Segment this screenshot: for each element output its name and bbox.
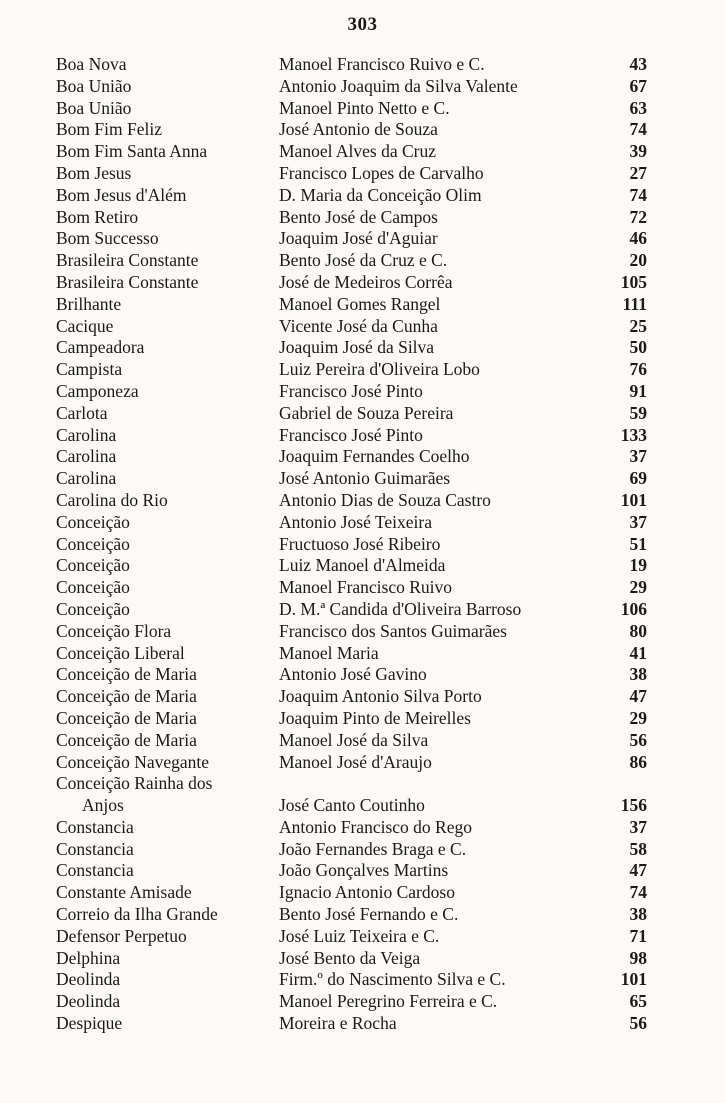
owner-name: Bento José Fernando e C. <box>279 904 459 925</box>
ship-name-text: Constancia <box>56 838 134 859</box>
owner-name: Fructuoso José Ribeiro <box>279 533 441 554</box>
ship-name-text: Conceição <box>56 555 130 576</box>
ship-name-text: Camponeza <box>56 380 139 401</box>
ship-name-text: Bom Jesus <box>56 162 132 183</box>
ship-name <box>56 337 278 359</box>
ship-name-text: Conceição <box>56 577 130 598</box>
register-row <box>0 969 725 991</box>
ship-name <box>56 468 278 490</box>
register-number: 56 <box>629 1013 647 1034</box>
ship-name <box>56 381 278 403</box>
register-number: 101 <box>620 489 647 510</box>
ship-name-text: Bom Successo <box>56 228 159 249</box>
owner-name: Joaquim Pinto de Meirelles <box>279 707 471 728</box>
register-number: 29 <box>629 707 647 728</box>
ship-name <box>56 316 278 338</box>
register-number: 65 <box>629 991 647 1012</box>
register-number: 156 <box>620 795 647 816</box>
ship-name <box>56 250 278 272</box>
register-row <box>0 468 725 490</box>
register-row <box>0 141 725 163</box>
ship-name-text: Conceição de Maria <box>56 686 197 707</box>
owner-name: Manoel José d'Araujo <box>279 751 432 772</box>
ship-name <box>56 991 278 1013</box>
ship-name <box>56 141 278 163</box>
register-number: 37 <box>629 446 647 467</box>
register-number: 106 <box>620 598 647 619</box>
register-number: 86 <box>629 751 647 772</box>
ship-name-text: Constancia <box>56 860 134 881</box>
ship-name-text: Despique <box>56 1013 123 1034</box>
ship-name-text: Campista <box>56 359 123 380</box>
ship-name-text: Constancia <box>56 816 134 837</box>
owner-name: Firm.º do Nascimento Silva e C. <box>279 969 506 990</box>
register-row <box>0 860 725 882</box>
ship-name <box>56 599 278 621</box>
register-number: 105 <box>620 271 647 292</box>
ship-name <box>56 643 278 665</box>
owner-name: Antonio José Teixeira <box>279 511 433 532</box>
register-number: 38 <box>629 904 647 925</box>
ship-name-text: Conceição <box>56 511 130 532</box>
owner-name: Antonio Dias de Souza Castro <box>279 489 491 510</box>
owner-name: José Antonio Guimarães <box>279 468 451 489</box>
ship-name <box>56 446 278 468</box>
ship-name-text: Bom Retiro <box>56 206 139 227</box>
owner-name: Francisco Lopes de Carvalho <box>279 162 484 183</box>
register-row <box>0 250 725 272</box>
ship-name <box>56 98 278 120</box>
page-number: 303 <box>347 14 378 35</box>
register-number: 69 <box>629 468 647 489</box>
register-row <box>0 403 725 425</box>
ship-name <box>56 425 278 447</box>
ship-name-continuation: Anjos <box>82 795 124 816</box>
ship-name <box>56 272 278 294</box>
owner-name: João Gonçalves Martins <box>279 860 449 881</box>
register-row <box>0 316 725 338</box>
owner-name: Moreira e Rocha <box>279 1013 397 1034</box>
ship-name <box>56 904 278 926</box>
ship-name-text: Conceição Liberal <box>56 642 185 663</box>
register-row <box>0 359 725 381</box>
ship-name <box>56 817 278 839</box>
ship-name <box>56 294 278 316</box>
register-number: 133 <box>620 424 647 445</box>
ship-name-text: Conceição <box>56 533 130 554</box>
register-row <box>0 555 725 577</box>
ship-name <box>56 969 278 991</box>
ship-name <box>56 664 278 686</box>
register-number: 111 <box>622 293 647 314</box>
register-row <box>0 294 725 316</box>
owner-name: Manoel Alves da Cruz <box>279 141 436 162</box>
ship-name-text: Carlota <box>56 402 108 423</box>
ship-name-text: Boa Nova <box>56 54 127 74</box>
ship-name <box>56 708 278 730</box>
ship-name-text: Bom Jesus d'Além <box>56 184 187 205</box>
register-row <box>0 643 725 665</box>
register-row <box>0 664 725 686</box>
ship-name-text: Carolina do Rio <box>56 489 168 510</box>
owner-name: Joaquim Fernandes Coelho <box>279 446 470 467</box>
owner-name: Ignacio Antonio Cardoso <box>279 882 455 903</box>
ship-name-text: Deolinda <box>56 969 121 990</box>
ship-name-text: Conceição de Maria <box>56 664 197 685</box>
ship-name-text: Defensor Perpetuo <box>56 925 187 946</box>
register-row <box>0 773 725 817</box>
ship-name <box>56 773 278 817</box>
register-row <box>0 948 725 970</box>
owner-name: Antonio Francisco do Rego <box>279 816 472 837</box>
register-row <box>0 817 725 839</box>
register-row <box>0 577 725 599</box>
register-number: 74 <box>629 882 647 903</box>
register-row <box>0 599 725 621</box>
register-number: 47 <box>629 686 647 707</box>
ship-name <box>56 403 278 425</box>
register-row <box>0 730 725 752</box>
register-number: 101 <box>620 969 647 990</box>
ship-name <box>56 882 278 904</box>
owner-name: José Bento da Veiga <box>279 947 421 968</box>
ship-name-text: Bom Fim Feliz <box>56 119 162 140</box>
ship-name <box>56 228 278 250</box>
owner-name: Bento José da Cruz e C. <box>279 250 448 271</box>
register-number: 56 <box>629 729 647 750</box>
owner-name: Manoel Francisco Ruivo e C. <box>279 54 485 74</box>
owner-name: Joaquim Antonio Silva Porto <box>279 686 482 707</box>
register-number: 63 <box>629 97 647 118</box>
ship-name <box>56 119 278 141</box>
register-number: 38 <box>629 664 647 685</box>
owner-name: Vicente José da Cunha <box>279 315 438 336</box>
register-number: 80 <box>629 620 647 641</box>
ship-name <box>56 948 278 970</box>
register-row <box>0 839 725 861</box>
ship-name-text: Deolinda <box>56 991 121 1012</box>
register-number: 19 <box>629 555 647 576</box>
ship-name-text: Carolina <box>56 468 117 489</box>
ship-name <box>56 730 278 752</box>
ship-name <box>56 54 278 76</box>
register-row <box>0 446 725 468</box>
owner-name: Antonio Joaquim da Silva Valente <box>279 75 518 96</box>
ship-name-text: Conceição Flora <box>56 620 172 641</box>
owner-name: Bento José de Campos <box>279 206 438 227</box>
register-number: 20 <box>629 250 647 271</box>
register-row <box>0 54 725 76</box>
register-row <box>0 621 725 643</box>
register-number: 98 <box>629 947 647 968</box>
owner-name: Gabriel de Souza Pereira <box>279 402 454 423</box>
register-number: 41 <box>629 642 647 663</box>
register-row <box>0 904 725 926</box>
ship-name-text: Boa União <box>56 97 132 118</box>
owner-name: Manoel Peregrino Ferreira e C. <box>279 991 498 1012</box>
register-row <box>0 381 725 403</box>
register-number: 58 <box>629 838 647 859</box>
register-row <box>0 708 725 730</box>
ship-name <box>56 839 278 861</box>
register-row <box>0 882 725 904</box>
ship-name <box>56 926 278 948</box>
owner-name: Manoel Pinto Netto e C. <box>279 97 450 118</box>
ship-name <box>56 534 278 556</box>
ship-name-text: Conceição de Maria <box>56 707 197 728</box>
register-number: 76 <box>629 359 647 380</box>
register-number: 71 <box>629 925 647 946</box>
owner-name: D. M.ª Candida d'Oliveira Barroso <box>279 598 522 619</box>
register-number: 47 <box>629 860 647 881</box>
ship-name-text: Carolina <box>56 446 117 467</box>
ship-name <box>56 621 278 643</box>
owner-name: Joaquim José da Silva <box>279 337 435 358</box>
register-number: 37 <box>629 511 647 532</box>
owner-name: Manoel Maria <box>279 642 379 663</box>
ship-name-text: Brasileira Constante <box>56 250 199 271</box>
register-row <box>0 207 725 229</box>
ship-name-text: Conceição <box>56 598 130 619</box>
register-row <box>0 752 725 774</box>
ship-name <box>56 752 278 774</box>
register-row <box>0 98 725 120</box>
register-row <box>0 991 725 1013</box>
ship-name-text: Campeadora <box>56 337 145 358</box>
register-row <box>0 686 725 708</box>
ship-name-text: Bom Fim Santa Anna <box>56 141 208 162</box>
ship-name-text: Conceição Rainha dos <box>56 773 213 794</box>
register-number: 72 <box>629 206 647 227</box>
register-row <box>0 163 725 185</box>
register-row <box>0 512 725 534</box>
ship-name <box>56 207 278 229</box>
register-number: 74 <box>629 119 647 140</box>
register-row <box>0 425 725 447</box>
register-row <box>0 228 725 250</box>
owner-name: Francisco José Pinto <box>279 424 423 445</box>
owner-name: José de Medeiros Corrêa <box>279 271 453 292</box>
register-number: 51 <box>629 533 647 554</box>
owner-name: José Canto Coutinho <box>279 795 425 816</box>
ship-name <box>56 577 278 599</box>
ship-name <box>56 490 278 512</box>
ship-name-text: Brilhante <box>56 293 122 314</box>
ship-name-text: Brasileira Constante <box>56 271 199 292</box>
ship-name-text: Conceição Navegante <box>56 751 210 772</box>
register-row <box>0 1013 725 1035</box>
register-row <box>0 490 725 512</box>
register-number: 37 <box>629 816 647 837</box>
ship-name <box>56 185 278 207</box>
owner-name: Joaquim José d'Aguiar <box>279 228 438 249</box>
register-number: 29 <box>629 577 647 598</box>
ship-name <box>56 76 278 98</box>
register-number: 59 <box>629 402 647 423</box>
register-number: 46 <box>629 228 647 249</box>
ship-name <box>56 359 278 381</box>
ship-name <box>56 512 278 534</box>
register-row <box>0 76 725 98</box>
register-row <box>0 337 725 359</box>
ship-name-text: Correio da Ilha Grande <box>56 904 218 925</box>
ship-name-text: Boa União <box>56 75 132 96</box>
ship-name-text: Cacique <box>56 315 114 336</box>
register-number: 74 <box>629 184 647 205</box>
owner-name: José Antonio de Souza <box>279 119 438 140</box>
owner-name: Manoel Francisco Ruivo <box>279 577 453 598</box>
ship-name <box>56 860 278 882</box>
ship-name-text: Delphina <box>56 947 121 968</box>
register-row <box>0 926 725 948</box>
register-number: 43 <box>629 54 647 74</box>
register-number: 25 <box>629 315 647 336</box>
ship-name <box>56 1013 278 1035</box>
owner-name: José Luiz Teixeira e C. <box>279 925 440 946</box>
owner-name: Francisco dos Santos Guimarães <box>279 620 507 641</box>
ship-name-text: Conceição de Maria <box>56 729 197 750</box>
owner-name: Luiz Pereira d'Oliveira Lobo <box>279 359 480 380</box>
register-row <box>0 185 725 207</box>
register-number: 39 <box>629 141 647 162</box>
ship-register-list <box>0 54 725 1035</box>
register-row <box>0 272 725 294</box>
owner-name: D. Maria da Conceição Olim <box>279 184 482 205</box>
owner-name: Antonio José Gavino <box>279 664 427 685</box>
ship-name <box>56 163 278 185</box>
ship-name <box>56 555 278 577</box>
register-row <box>0 119 725 141</box>
owner-name: Francisco José Pinto <box>279 380 423 401</box>
register-number: 27 <box>629 162 647 183</box>
owner-name: João Fernandes Braga e C. <box>279 838 467 859</box>
ship-name <box>56 686 278 708</box>
register-number: 67 <box>629 75 647 96</box>
owner-name: Manoel José da Silva <box>279 729 429 750</box>
ship-name-text: Carolina <box>56 424 117 445</box>
register-number: 91 <box>629 380 647 401</box>
owner-name: Manoel Gomes Rangel <box>279 293 441 314</box>
owner-name: Luiz Manoel d'Almeida <box>279 555 446 576</box>
register-number: 50 <box>629 337 647 358</box>
register-row <box>0 534 725 556</box>
ship-name-text: Constante Amisade <box>56 882 192 903</box>
